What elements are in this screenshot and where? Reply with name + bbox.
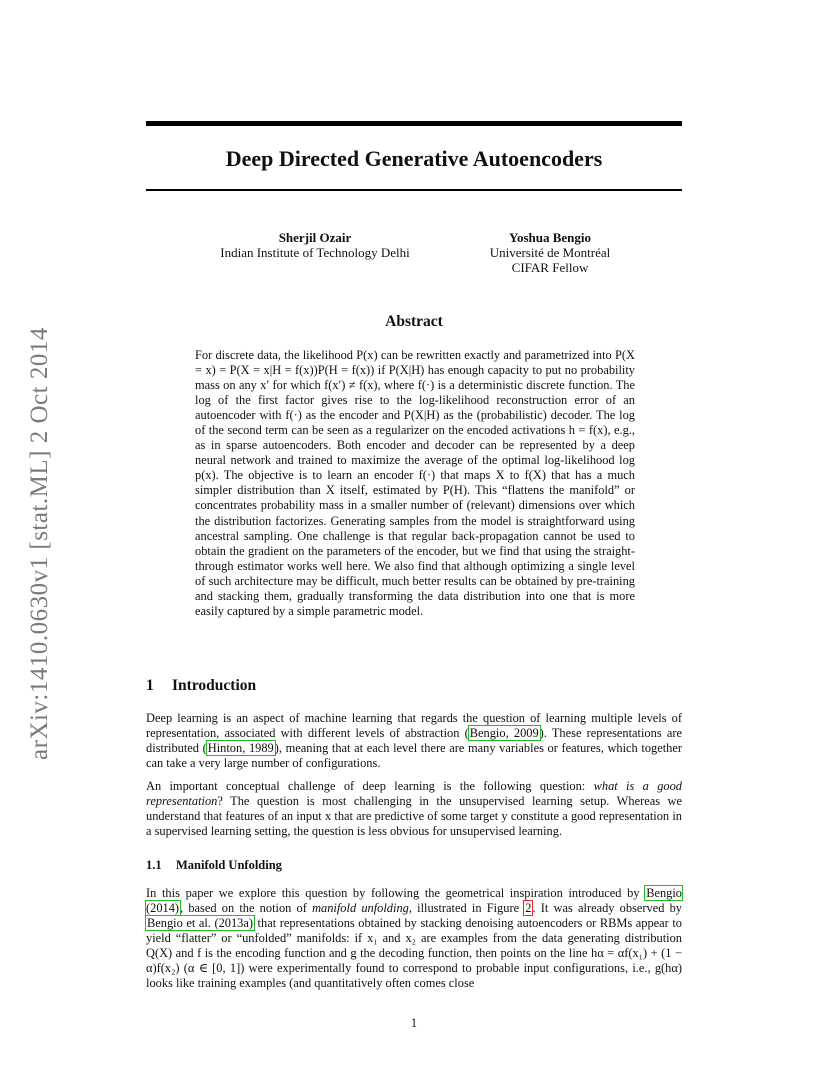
section-heading-introduction [146, 677, 256, 695]
title-bottom-rule [146, 189, 682, 191]
text-run: ). These representations are distributed ( [146, 726, 682, 756]
text-run: ? The question is most challenging in the unsupervised learning setup. Whereas we understand that features of an input x that are predictive of some target y constitute a good representation in a supervised learning setting, the question is less obvious for unsupervised learning. [146, 794, 682, 839]
text-run: that representations obtained by stacking denoising autoencoders or RBMs appear to yield “flatter” or “unfolded” manifolds: if x₁ and x₂ are examples from the data generating distribution Q(X) and f is the encoding function and g the decoding function, then points on the line hα = αf(x₁) + (1 − α)f(x₂) (α ∈ [0, 1]) were experimentally found to correspond to probable input configurations, i.e., g(hα) looks like training examples (and quantitatively often comes close [146, 916, 682, 991]
page-number: 1 [410, 1016, 418, 1030]
citation-link[interactable]: Bengio, 2009 [469, 726, 539, 741]
section-number: 1 [146, 677, 154, 694]
manifold-paragraph [146, 886, 682, 991]
emphasis-text: manifold unfolding [312, 901, 409, 916]
abstract-text: For discrete data, the likelihood P(x) can be rewritten exactly and parametrized into P(X = x) = P(X = x|H = f(x))P(H = f(x)) if P(X|H) has enough capacity to put no probability mass on any x′ for which f(x′) ≠ f(x), where f(·) is a deterministic discrete function. The log of the first factor gives rise to the log-likelihood reconstruction error of an autoencoder with f(·) as the encoder and P(X|H) as the (probabilistic) decoder. The log of the second term can be seen as a regularizer on the encoded activations h = f(x), e.g., as in sparse autoencoders. Both encoder and decoder can be represented by a deep neural network and trained to maximize the average of the optimal log-likelihood log p(x). The objective is to learn an encoder f(·) that maps X to f(X) that has a much simpler distribution than X itself, estimated by P(H). This “flattens the manifold” or concentrates probability mass in a smaller number of (relevant) dimensions over which the distribution factorizes. Generating samples from the model is straightforward using ancestral sampling. One challenge is that regular back-propagation cannot be used to obtain the gradient on the parameters of the encoder, but we find that using the straight-through estimator works well here. We also find that although optimizing a single level of such architecture may be difficult, much better results can be obtained by pre-training and stacking them, gradually transforming the data distribution into one that is more easily captured by a simple parametric model. [195, 348, 635, 618]
author-block-1 [190, 230, 440, 260]
subsection-title: Manifold Unfolding [176, 858, 282, 872]
subsection-heading-manifold-unfolding [146, 858, 282, 873]
intro-paragraph-2 [146, 779, 682, 839]
text-run: An important conceptual challenge of deep learning is the following question: [146, 779, 594, 793]
citation-link[interactable]: Bengio (2014) [146, 886, 682, 916]
figure-link[interactable]: 2 [525, 901, 532, 916]
emphasis-text: what is a good representation [146, 779, 682, 809]
author-affiliation: CIFAR Fellow [511, 260, 589, 275]
text-run: . It was already observed by [532, 901, 682, 916]
citation-link[interactable]: Hinton, 1989 [207, 741, 274, 756]
author-affiliation: Indian Institute of Technology Delhi [220, 245, 410, 260]
text-run: Deep learning is an aspect of machine learning that regards the question of learning multiple levels of representation, associated with different levels of abstraction ( [146, 711, 682, 741]
citation-link[interactable]: Bengio et al. (2013a) [147, 916, 253, 931]
intro-paragraph-1 [146, 711, 682, 771]
author-block-2 [470, 230, 630, 275]
author-name: Sherjil Ozair [278, 230, 352, 245]
text-run: , illustrated in Figure [408, 901, 525, 916]
text-run: In this paper we explore this question by following the geometrical inspiration introduced by [146, 886, 646, 900]
subsection-number: 1.1 [146, 858, 162, 872]
section-title: Introduction [172, 677, 257, 694]
text-run: ), meaning that at each level there are many variables or features, which together can take a very large number of configurations. [146, 741, 682, 771]
title-top-rule [146, 121, 682, 126]
text-run: , based on the notion of [180, 901, 313, 916]
author-name: Yoshua Bengio [509, 230, 591, 245]
author-affiliation: Université de Montréal [489, 245, 611, 260]
abstract-heading: Abstract [385, 313, 443, 330]
paper-title: Deep Directed Generative Autoencoders [225, 146, 603, 171]
arxiv-stamp: arXiv:1410.0630v1 [stat.ML] 2 Oct 2014 [26, 327, 53, 760]
